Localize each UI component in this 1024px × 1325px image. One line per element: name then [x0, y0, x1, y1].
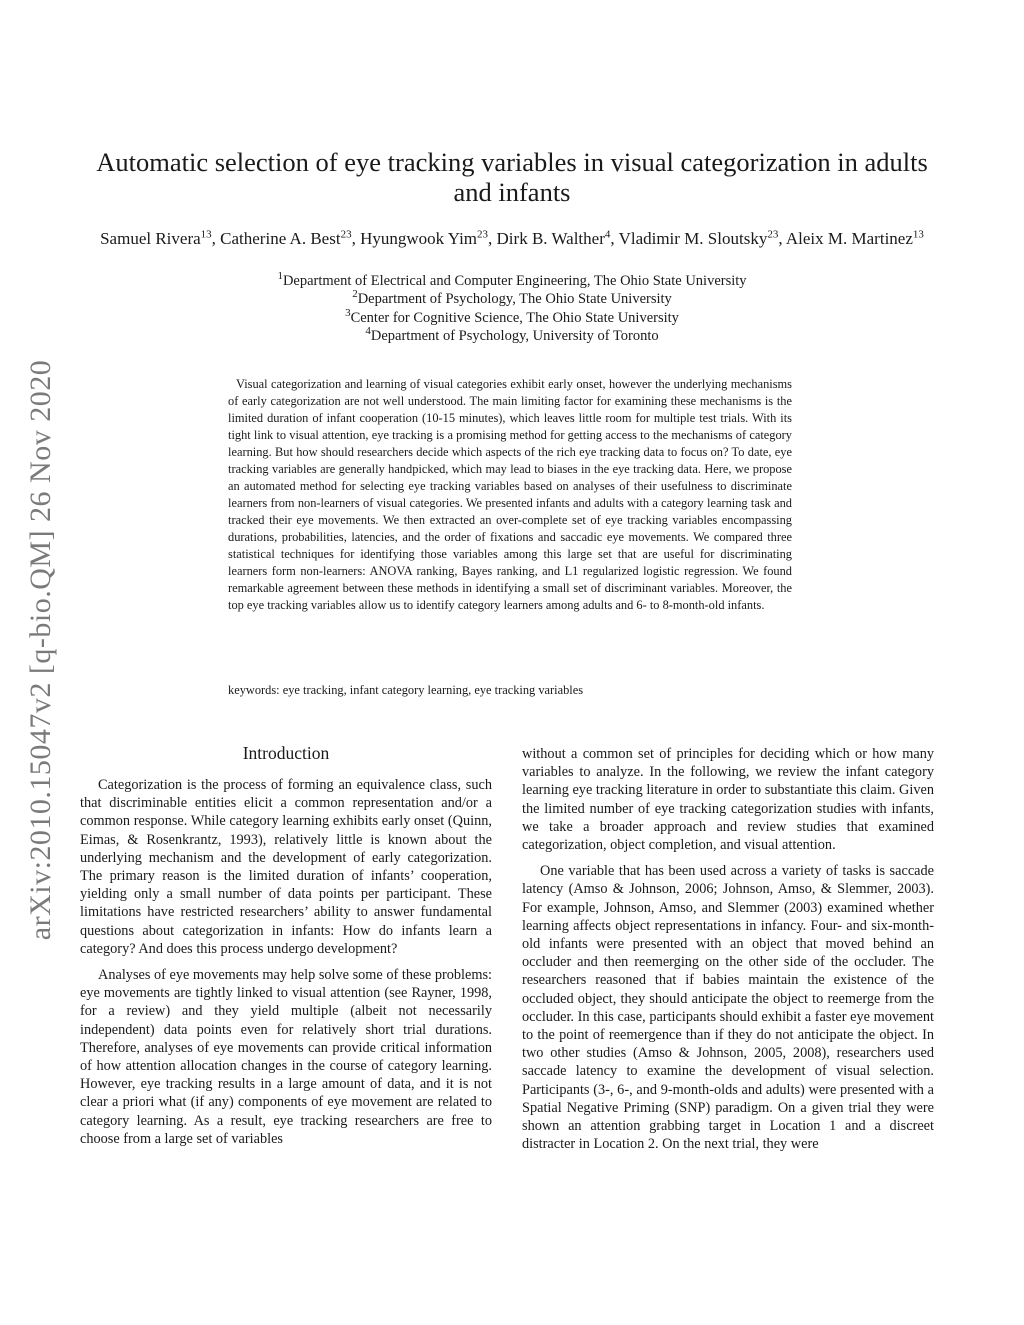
affiliation: $^4$Department of Psychology, University of Toronto — [365, 325, 659, 345]
affiliation-list — [80, 272, 944, 346]
paper-title: Automatic selection of eye tracking variables in visual categorization in adults and infants — [96, 147, 928, 207]
author: Dirk B. Walther$^4$, — [496, 228, 619, 248]
affiliation: $^2$Department of Psychology, The Ohio State University — [352, 288, 672, 308]
paragraph: One variable that has been used across a variety of tasks is saccade latency (Amso & Johnson, 2006; Johnson, Amso, & Slemmer, 2003). For example, Johnson, Amso, and Slemmer (2003) examined whether learning affects object representations in infancy. Four- and six-month-old infants were presented with an object that moved behind an occluder and then reemerging on the other side of the occluder. The researchers reasoned that if babies maintain the existence of the occluded object, they should anticipate the object to reemerge from the occluder. In this case, participants should exhibit a faster eye movement to the point of reemergence than if they do not anticipate the object. In two other studies (Amso & Johnson, 2005, 2008), researchers used saccade latency to examine the development of visual selection. Participants (3-, 6-, and 9-month-olds and adults) were presented with a Spatial Negative Priming (SNP) paradigm. On a given trial they were shown an attention grabbing target in Location 1 and a discreet distracter in Location 2. On the next trial, they were — [522, 863, 934, 1153]
section-heading-introduction: Introduction — [242, 743, 330, 763]
author: Vladimir M. Sloutsky$^{23}$, — [618, 228, 786, 248]
paragraph: without a common set of principles for deciding which or how many variables to analyze. In the following, we review the infant category learning eye tracking literature in order to substantiate this claim. Given the limited number of eye tracking categorization studies with infants, we take a broader approach and review studies that examined categorization, object completion, and visual attention. — [522, 746, 934, 854]
author: Catherine A. Best$^{23}$, — [220, 228, 361, 248]
arxiv-identifier-text: arXiv:2010.15047v2 [q-bio.QM] 26 Nov 2020 — [24, 359, 58, 941]
arxiv-identifier-stamp — [16, 320, 66, 980]
keywords: keywords: eye tracking, infant category learning, eye tracking variables — [228, 683, 584, 697]
affiliation: $^1$Department of Electrical and Computer Engineering, The Ohio State University — [277, 270, 747, 289]
author-list — [80, 228, 944, 250]
affiliation: $^3$Center for Cognitive Science, The Ohio State University — [345, 306, 679, 326]
paragraph: Analyses of eye movements may help solve some of these problems: eye movements are tightly linked to visual attention (see Rayner, 1998, for a review) and they yield multiple (albeit not necessarily independent) data points even for relatively short trial durations. Therefore, analyses of eye movements can provide critical information of how attention allocation changes in the course of category learning. However, eye tracking results in a large amount of data, and it is not clear a priori what (if any) components of eye movement are related to category learning. As a result, eye tracking researchers are free to choose from a large set of variables — [80, 967, 492, 1147]
abstract: Visual categorization and learning of visual categories exhibit early onset, however the underlying mechanisms of early categorization are not well understood. The main limiting factor for examining these mechanisms is the limited duration of infant cooperation (10-15 minutes), which leaves little room for multiple test trials. With its tight link to visual attention, eye tracking is a promising method for getting access to the mechanisms of category learning. But how should researchers decide which aspects of the rich eye tracking data to focus on? To date, eye tracking variables are generally handpicked, which may lead to biases in the eye tracking data. Here, we propose an automated method for selecting eye tracking variables based on analyses of their usefulness to discriminate learners from non-learners of visual categories. We presented infants and adults with a category learning task and tracked their eye movements. We then extracted an over-complete set of eye tracking variables encompassing durations, probabilities, latencies, and the order of fixations and saccadic eye movements. We compared three statistical techniques for identifying those variables among this large set that are useful for discriminating learners form non-learners: ANOVA ranking, Bayes ranking, and L1 regularized logistic regression. We found remarkable agreement between these methods in identifying a small set of discriminant variables. Moreover, the top eye tracking variables allow us to identify category learners among adults and 6- to 8-month-old infants. — [228, 377, 792, 612]
author: Hyungwook Yim$^{23}$, — [360, 228, 497, 248]
author: Samuel Rivera$^{13}$, — [100, 228, 221, 248]
right-column — [522, 745, 934, 1161]
paragraph: Categorization is the process of forming an equivalence class, such that discriminable entities elicit a common representation and/or a common response. While category learning exhibits early onset (Quinn, Eimas, & Rosenkrantz, 1993), relatively little is known about the underlying mechanism and the development of early categorization. The primary reason is the limited duration of infants’ cooperation, yielding only a small number of data points per participant. These limitations have restricted researchers’ ability to answer fundamental questions about categorization in infants: How do infants learn a category? And does this process undergo development? — [80, 777, 492, 957]
left-column — [80, 742, 492, 1156]
author: Aleix M. Martinez$^{13}$ — [785, 228, 924, 248]
